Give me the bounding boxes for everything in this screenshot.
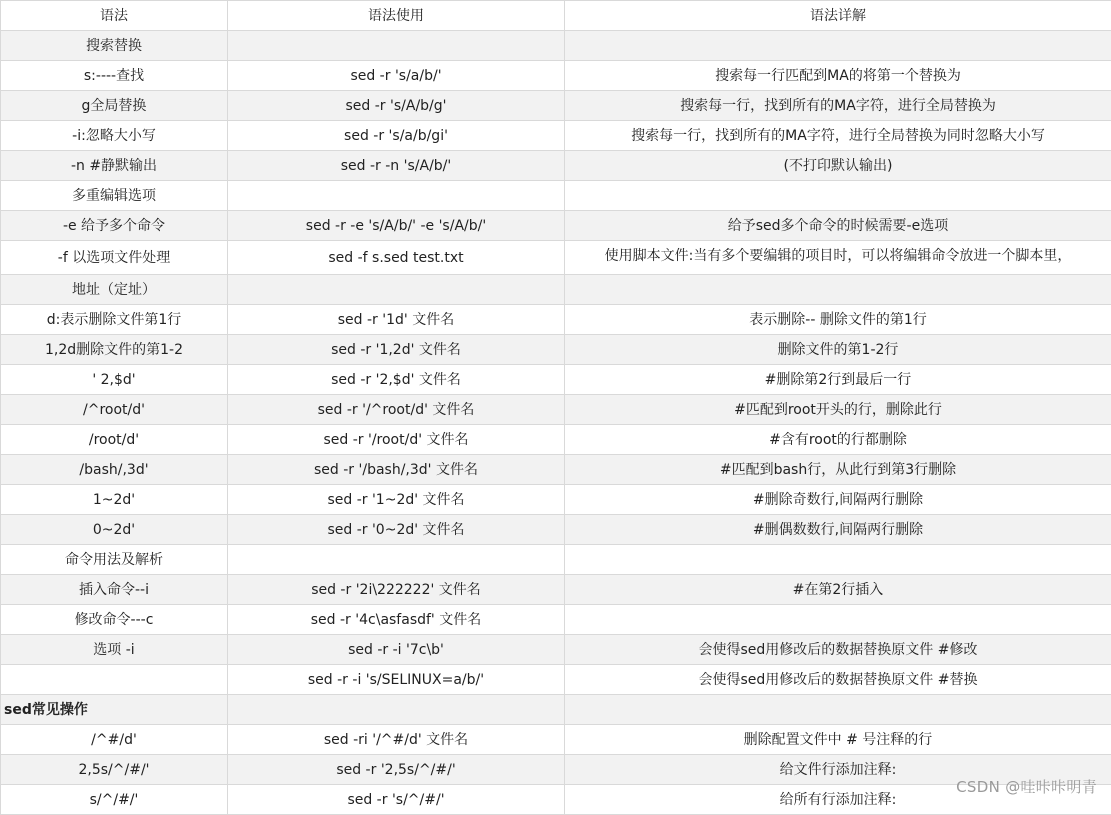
usage-cell: sed -r 's/A/b/g' — [228, 91, 565, 121]
syntax-cell: -n #静默输出 — [1, 151, 228, 181]
detail-cell: #含有root的行都删除 — [565, 425, 1111, 455]
syntax-cell: 搜索替换 — [1, 31, 228, 61]
syntax-cell: /^root/d' — [1, 395, 228, 425]
detail-cell: #删除奇数行,间隔两行删除 — [565, 485, 1111, 515]
detail-cell: 使用脚本文件:当有多个要编辑的项目时，可以将编辑命令放进一个脚本里， — [565, 241, 1111, 275]
table-row — [1, 575, 1111, 605]
detail-cell: 表示删除-- 删除文件的第1行 — [565, 305, 1111, 335]
detail-cell: #在第2行插入 — [565, 575, 1111, 605]
usage-cell: sed -r '/root/d' 文件名 — [228, 425, 565, 455]
detail-cell: 删除配置文件中 # 号注释的行 — [565, 725, 1111, 755]
usage-cell: sed -r 's/a/b/gi' — [228, 121, 565, 151]
usage-cell: sed -r 's/a/b/' — [228, 61, 565, 91]
table-row — [1, 635, 1111, 665]
table-row — [1, 425, 1111, 455]
table-row — [1, 151, 1111, 181]
table-row — [1, 665, 1111, 695]
usage-cell: sed -r '/bash/,3d' 文件名 — [228, 455, 565, 485]
syntax-cell: 选项 -i — [1, 635, 228, 665]
syntax-cell: d:表示删除文件第1行 — [1, 305, 228, 335]
table-row — [1, 181, 1111, 211]
detail-cell — [565, 605, 1111, 635]
table-row — [1, 61, 1111, 91]
usage-cell — [228, 545, 565, 575]
detail-cell: 搜索每一行，找到所有的MA字符，进行全局替换为 — [565, 91, 1111, 121]
detail-cell: 给予sed多个命令的时候需要-e选项 — [565, 211, 1111, 241]
table-row — [1, 211, 1111, 241]
usage-cell: sed -r -e 's/A/b/' -e 's/A/b/' — [228, 211, 565, 241]
usage-cell — [228, 31, 565, 61]
table-row — [1, 365, 1111, 395]
table-row — [1, 31, 1111, 61]
detail-cell — [565, 31, 1111, 61]
usage-cell: sed -r '2,5s/^/#/' — [228, 755, 565, 785]
table-row — [1, 395, 1111, 425]
syntax-cell: /bash/,3d' — [1, 455, 228, 485]
syntax-cell: 1,2d删除文件的第1-2 — [1, 335, 228, 365]
usage-cell — [228, 181, 565, 211]
header-detail: 语法详解 — [565, 1, 1111, 31]
detail-cell — [565, 545, 1111, 575]
table-row — [1, 121, 1111, 151]
usage-cell — [228, 695, 565, 725]
detail-cell: #删除第2行到最后一行 — [565, 365, 1111, 395]
usage-cell: sed -r '2,$d' 文件名 — [228, 365, 565, 395]
usage-cell: sed -r '0~2d' 文件名 — [228, 515, 565, 545]
detail-cell: #匹配到bash行，从此行到第3行删除 — [565, 455, 1111, 485]
detail-cell — [565, 181, 1111, 211]
syntax-cell: -e 给予多个命令 — [1, 211, 228, 241]
syntax-cell: s/^/#/' — [1, 785, 228, 815]
table-row — [1, 725, 1111, 755]
syntax-cell: 多重编辑选项 — [1, 181, 228, 211]
table-row — [1, 785, 1111, 815]
detail-cell: 搜索每一行，找到所有的MA字符，进行全局替换为同时忽略大小写 — [565, 121, 1111, 151]
usage-cell: sed -r '1d' 文件名 — [228, 305, 565, 335]
table-row — [1, 605, 1111, 635]
usage-cell: sed -r -n 's/A/b/' — [228, 151, 565, 181]
table-row — [1, 455, 1111, 485]
syntax-cell: g全局替换 — [1, 91, 228, 121]
header-usage: 语法使用 — [228, 1, 565, 31]
usage-cell: sed -r -i '7c\b' — [228, 635, 565, 665]
syntax-cell: 命令用法及解析 — [1, 545, 228, 575]
usage-cell: sed -r '4c\asfasdf' 文件名 — [228, 605, 565, 635]
table-row — [1, 545, 1111, 575]
table-row — [1, 241, 1111, 275]
table-row — [1, 695, 1111, 725]
usage-cell: sed -r '1,2d' 文件名 — [228, 335, 565, 365]
syntax-cell: /^#/d' — [1, 725, 228, 755]
table-row — [1, 305, 1111, 335]
detail-cell: 给所有行添加注释: — [565, 785, 1111, 815]
usage-cell: sed -r '2i\222222' 文件名 — [228, 575, 565, 605]
header-row — [1, 1, 1111, 31]
syntax-cell — [1, 665, 228, 695]
table-row — [1, 755, 1111, 785]
detail-cell — [565, 275, 1111, 305]
table-row — [1, 485, 1111, 515]
usage-cell: sed -r 's/^/#/' — [228, 785, 565, 815]
table-row — [1, 275, 1111, 305]
syntax-cell: 修改命令---c — [1, 605, 228, 635]
syntax-cell: -f 以选项文件处理 — [1, 241, 228, 275]
usage-cell: sed -r '/^root/d' 文件名 — [228, 395, 565, 425]
table-row — [1, 515, 1111, 545]
usage-cell: sed -ri '/^#/d' 文件名 — [228, 725, 565, 755]
header-syntax: 语法 — [1, 1, 228, 31]
detail-cell: 给文件行添加注释: — [565, 755, 1111, 785]
syntax-cell: ' 2,$d' — [1, 365, 228, 395]
detail-cell: 会使得sed用修改后的数据替换原文件 #修改 — [565, 635, 1111, 665]
detail-cell: (不打印默认输出) — [565, 151, 1111, 181]
detail-cell: #匹配到root开头的行，删除此行 — [565, 395, 1111, 425]
syntax-cell: 2,5s/^/#/' — [1, 755, 228, 785]
usage-cell — [228, 275, 565, 305]
syntax-cell: -i:忽略大小写 — [1, 121, 228, 151]
syntax-cell: 插入命令--i — [1, 575, 228, 605]
syntax-cell: 地址（定址） — [1, 275, 228, 305]
table-row — [1, 335, 1111, 365]
syntax-cell: /root/d' — [1, 425, 228, 455]
syntax-cell: 0~2d' — [1, 515, 228, 545]
detail-cell: 会使得sed用修改后的数据替换原文件 #替换 — [565, 665, 1111, 695]
detail-cell: 删除文件的第1-2行 — [565, 335, 1111, 365]
csdn-watermark: CSDN @哇咔咔明青 — [956, 776, 1097, 797]
syntax-cell: s:----查找 — [1, 61, 228, 91]
section-heading-cell: sed常见操作 — [1, 695, 228, 725]
detail-cell: 搜索每一行匹配到MA的将第一个替换为 — [565, 61, 1111, 91]
syntax-cell: 1~2d' — [1, 485, 228, 515]
detail-cell: #删偶数数行,间隔两行删除 — [565, 515, 1111, 545]
usage-cell: sed -r -i 's/SELINUX=a/b/' — [228, 665, 565, 695]
usage-cell: sed -f s.sed test.txt — [228, 241, 565, 275]
usage-cell: sed -r '1~2d' 文件名 — [228, 485, 565, 515]
table-row — [1, 91, 1111, 121]
detail-cell — [565, 695, 1111, 725]
